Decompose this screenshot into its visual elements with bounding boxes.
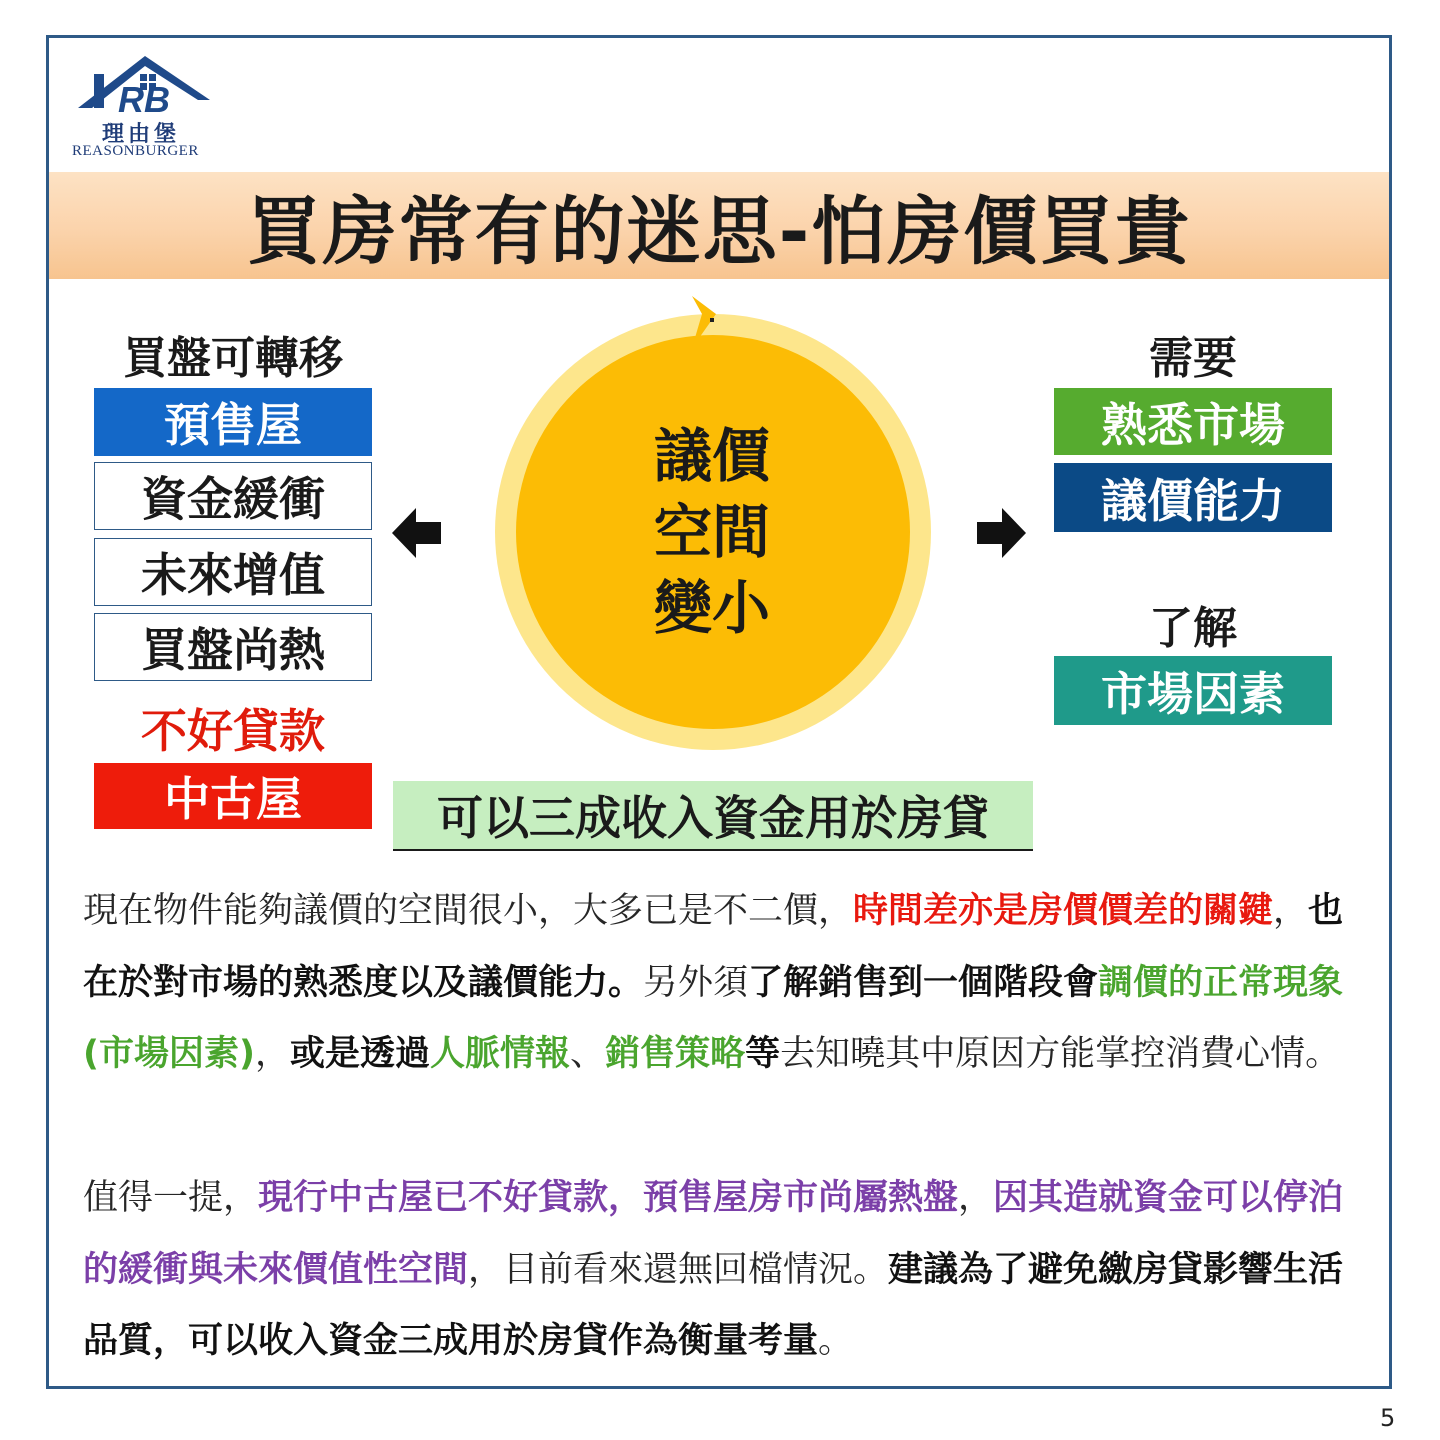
page-number: 5 [1380,1404,1396,1432]
center-line-2: 空間 [653,498,770,566]
p2-text-6: 建議為了避免繳房貸影響生活品質，可以收入資金三成用於房貸作為衡量考量 [83,1249,1344,1361]
center-line-1: 議價 [653,422,770,490]
p1-text-3: ， [1273,891,1309,931]
left-item-hot-demand: 買盤尚熱 [94,613,372,681]
p1-text-12: 銷售策略 [605,1034,746,1074]
p2-text-1: 值得一提， [83,1178,259,1218]
p1-text-5: 另外須 [643,962,749,1003]
arrow-left-icon [392,508,442,558]
logo-name-en: REASONBURGER [72,143,199,159]
p1-text-10: 人脈情報 [430,1034,571,1074]
p2-text-5: ，目前看來還無回檔情況。 [468,1249,889,1290]
p1-text-9: 或是透過 [290,1034,431,1074]
p1-text-1: 現在物件能夠議價的空間很小，大多已是不二價， [83,891,854,931]
center-line-3: 變小 [653,574,770,642]
loan-warning-label: 不好貸款 [141,704,325,758]
p1-text-4: 也在於對市場的熟悉度以及議價能力。 [83,891,1344,1003]
paragraph-2 [83,1163,1373,1378]
center-text [600,418,824,646]
p2-text-3: ， [958,1178,994,1218]
understand-item-market-factors: 市場因素 [1054,656,1332,725]
p2-text-4: 因其造就資金可以停泊的緩衝與未來價值性空間 [83,1178,1344,1290]
p2-text-2: 現行中古屋已不好貸款，預售屋房市尚屬熱盤 [258,1178,959,1218]
p1-text-14: 去知曉其中原因方能掌控消費心情。 [780,1034,1341,1074]
logo-monogram: RB [118,79,170,120]
p1-text-7: 調價的正常現象(市場因素) [83,962,1344,1074]
need-item-bargaining: 議價能力 [1054,463,1332,532]
title-banner [49,172,1389,279]
p1-text-8: ， [255,1034,291,1074]
paragraph-1 [83,876,1373,1091]
need-item-market-familiarity: 熟悉市場 [1054,388,1332,455]
understand-heading: 了解 [1149,603,1237,654]
left-item-fund-buffer: 資金緩衝 [94,462,372,530]
p1-text-13: 等 [745,1034,781,1074]
logo-name-cn: 理由堡 [102,121,181,147]
need-heading: 需要 [1149,333,1237,384]
used-house-box: 中古屋 [94,763,372,829]
p1-text-2: 時間差亦是房價價差的關鍵 [853,891,1274,931]
left-item-future-appreciation: 未來增值 [94,538,372,606]
highlight-banner: 可以三成收入資金用於房貸 [393,781,1033,851]
presale-box: 預售屋 [94,388,372,456]
p1-text-6: 了解銷售到一個階段會 [748,962,1099,1003]
p2-text-7: 。 [818,1321,854,1361]
left-heading: 買盤可轉移 [123,333,343,384]
page-title: 買房常有的迷思-怕房價買貴 [246,188,1192,275]
arrow-right-icon [976,508,1026,558]
p1-text-11: 、 [570,1034,606,1074]
